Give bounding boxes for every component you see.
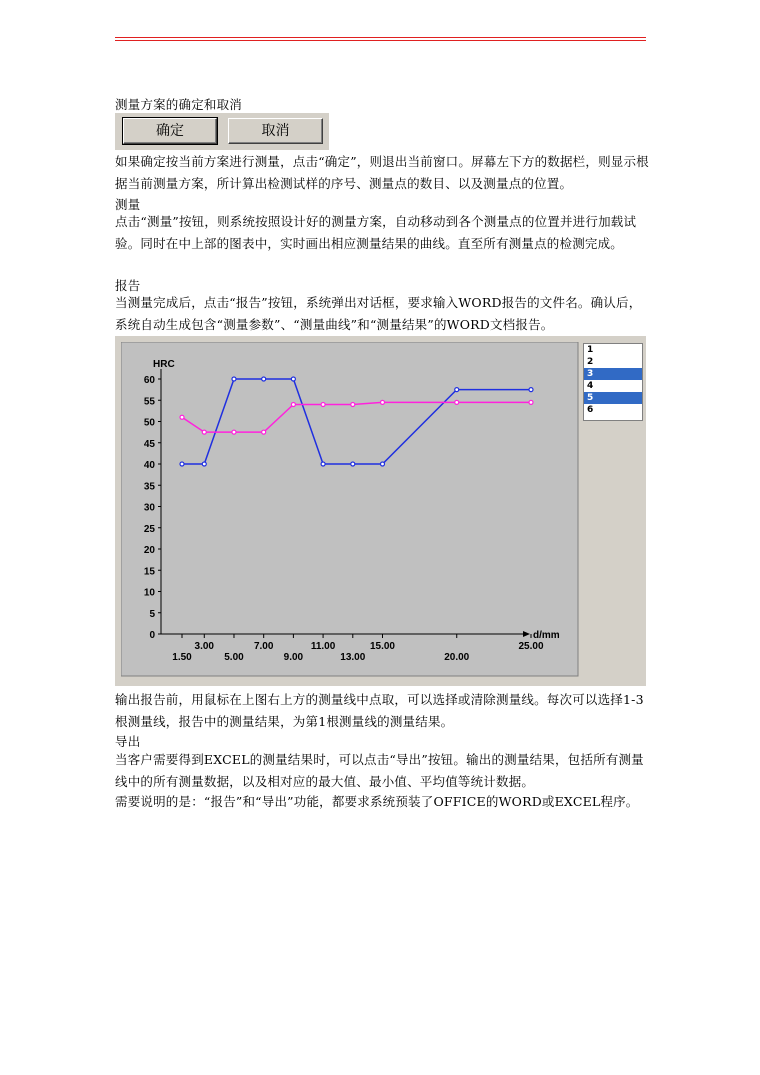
- cancel-button[interactable]: 取消: [228, 118, 323, 144]
- y-tick-label: 35: [143, 481, 155, 493]
- line-list-item-6[interactable]: 6: [587, 405, 594, 415]
- chart-panel: [115, 336, 646, 686]
- section-heading-report: 报告: [115, 278, 141, 293]
- line-list-item-1[interactable]: 1: [587, 345, 594, 355]
- measurement-line-list[interactable]: [583, 343, 643, 421]
- x-tick-label-lower: 5.00: [224, 652, 244, 663]
- series-2-point: [380, 400, 384, 404]
- y-tick-label: 60: [143, 375, 155, 386]
- series-1-point: [529, 388, 533, 392]
- series-2-point: [455, 400, 459, 404]
- series-1-point: [262, 377, 266, 381]
- button-bar: [115, 113, 329, 150]
- x-tick-label-lower: 13.00: [340, 652, 366, 663]
- x-tick-label-upper: 3.00: [194, 641, 215, 652]
- confirm-description: 如果确定按当前方案进行测量，点击“确定”，则退出当前窗口。屏幕左下方的数据栏，则显示根据当前测量方案，所计算出检测试样的序号、测量点的数目、以及测量点的位置。: [115, 154, 649, 191]
- y-tick-label: 55: [143, 396, 155, 408]
- x-tick-label-upper: 7.00: [253, 641, 274, 652]
- x-tick-label-upper: 11.00: [310, 641, 336, 652]
- series-1-point: [232, 377, 236, 381]
- requirement-note: 需要说明的是：“报告”和“导出”功能，都要求系统预装了OFFICE的WORD或EXCEL程序。: [115, 794, 639, 809]
- x-tick-label-upper: 15.00: [369, 641, 396, 652]
- y-tick-label: 20: [143, 545, 155, 556]
- plot-background: [121, 342, 578, 676]
- series-1-point: [202, 462, 206, 466]
- series-2-point: [180, 415, 184, 419]
- hardness-chart: [121, 342, 583, 682]
- x-tick-label-lower: 20.00: [444, 652, 470, 663]
- y-axis-title: HRC: [153, 359, 175, 370]
- report-description: 当测量完成后，点击“报告”按钮，系统弹出对话框，要求输入WORD报告的文件名。确认后，系统自动生成包含“测量参数”、“测量曲线”和“测量结果”的WORD文档报告。: [115, 295, 642, 332]
- section-heading-confirm: 测量方案的确定和取消: [115, 97, 243, 112]
- line-list-item-2[interactable]: 2: [587, 357, 594, 367]
- measure-description: 点击“测量”按钮，则系统按照设计好的测量方案，自动移动到各个测量点的位置并进行加载试验。同时在中上部的图表中，实时画出相应测量结果的曲线。直至所有测量点的检测完成。: [115, 214, 637, 251]
- y-tick-label: 30: [143, 502, 155, 514]
- series-2-point: [321, 403, 325, 407]
- y-tick-label: 45: [143, 438, 155, 450]
- header-rule-2: [115, 40, 646, 41]
- series-2-point: [529, 400, 533, 404]
- y-tick-label: 40: [143, 460, 155, 471]
- series-2-point: [232, 430, 236, 434]
- series-2-point: [202, 430, 206, 434]
- header-rule: [115, 37, 646, 38]
- y-tick-label: 25: [143, 523, 155, 535]
- series-1-point: [291, 377, 295, 381]
- section-heading-measure: 测量: [115, 197, 141, 212]
- export-description: 当客户需要得到EXCEL的测量结果时，可以点击“导出”按钮。输出的测量结果，包括所有测量线中的所有测量数据，以及相对应的最大值、最小值、平均值等统计数据。: [115, 752, 644, 789]
- y-tick-label: 5: [149, 608, 155, 620]
- x-axis-title: d/mm: [533, 630, 560, 641]
- x-tick-label-lower: 9.00: [283, 652, 304, 663]
- line-list-item-3[interactable]: 3: [584, 368, 642, 380]
- x-tick-label-lower: 1.50: [172, 652, 192, 663]
- series-2-point: [291, 403, 295, 407]
- series-2-point: [262, 430, 266, 434]
- y-tick-label: 50: [143, 417, 155, 429]
- after-chart-description: 输出报告前，用鼠标在上图右上方的测量线中点取，可以选择或清除测量线。每次可以选择1-3根测量线，报告中的测量结果，为第1根测量线的测量结果。: [115, 692, 644, 729]
- series-1-point: [380, 462, 384, 466]
- x-tick-label-upper: 25.00: [518, 641, 544, 652]
- y-tick-label: 15: [143, 566, 155, 578]
- confirm-button[interactable]: 确定: [123, 118, 217, 144]
- y-tick-label: 10: [143, 587, 155, 599]
- section-heading-export: 导出: [115, 734, 141, 749]
- series-1-point: [180, 462, 184, 466]
- series-2-point: [351, 403, 355, 407]
- y-tick-label: 0: [149, 630, 155, 641]
- series-1-point: [321, 462, 325, 466]
- series-1-point: [351, 462, 355, 466]
- line-list-item-5[interactable]: 5: [584, 392, 642, 404]
- series-1-point: [455, 388, 459, 392]
- line-list-item-4[interactable]: 4: [587, 381, 594, 391]
